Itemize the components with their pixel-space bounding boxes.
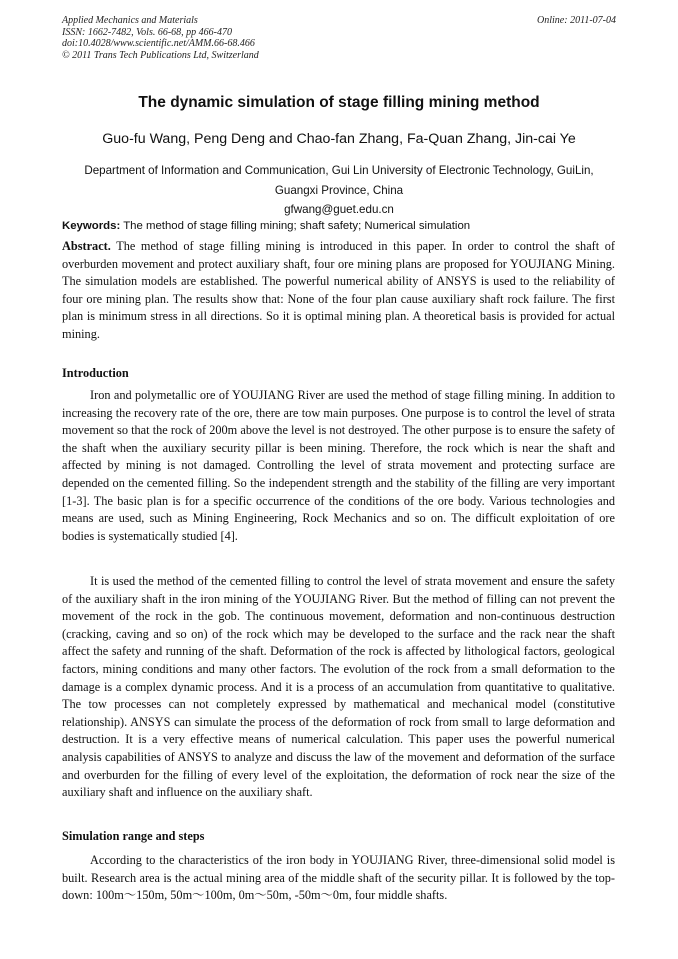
copyright-line: © 2011 Trans Tech Publications Ltd, Switzerland — [62, 49, 259, 61]
affiliation-line-2: Guangxi Province, China — [274, 183, 404, 197]
affiliation — [0, 161, 678, 220]
affiliation-line-1: Department of Information and Communication, Gui Lin University of Electronic Technology, GuiLin, — [84, 164, 594, 177]
author-email: gfwang@guet.edu.cn — [284, 203, 394, 216]
journal-name: Applied Mechanics and Materials — [62, 15, 198, 26]
intro-paragraph-1: Iron and polymetallic ore of YOUJIANG River are used the method of stage filling mining. In addition to increasing the recovery rate of the ore, there are tow main purposes. One purpose is to control the level of strata movement so that the rock of 200m above the level is not destroyed. The other purpose is to ensure the safety of the shaft when the auxiliary security pillar is been mining. Therefore, the rock which is near the shaft and affected by mining is not damaged. Controlling the level of strata movement and protecting surface are depended on the cemented filling. So the independent strength and the stability of the filling are very important [1-3]. The basic plan is for a specific occurrence of the conditions of the ore body. Various technologies and means are used, such as Mining Engineering, Rock Mechanics and so on. The difficult exploitation of ore bodies is systematically studied [4]. — [62, 388, 615, 543]
section-heading-introduction: Introduction — [62, 366, 129, 380]
abstract — [62, 238, 615, 344]
issn-line: ISSN: 1662-7482, Vols. 66-68, pp 466-470 — [62, 26, 232, 38]
section-heading-simulation: Simulation range and steps — [62, 829, 205, 843]
abstract-label: Abstract. — [62, 239, 111, 253]
abstract-text: The method of stage filling mining is introduced in this paper. In order to control the shaft of overburden movement and protect auxiliary shaft, four ore mining plans are proposed for YOUJIANG Mining. The simulation models are established. The powerful numerical ability of ANSYS is used to the reliability of four ore mining plan. The results show that: None of the four plan cause auxiliary shaft rock failure. The first plan is minimum stress in all directions. So it is optimal mining plan. A theoretical basis is provided for actual mining. — [62, 239, 615, 341]
paper-title: The dynamic simulation of stage filling mining method — [138, 94, 540, 111]
doi-line: doi:10.4028/www.scientific.net/AMM.66-68.466 — [62, 38, 255, 49]
simulation-paragraph-1: According to the characteristics of the iron body in YOUJIANG River, three-dimensional solid model is built. Research area is the actual mining area of the middle shaft of the security pillar. It is followed by the top-down: 100m〜150m, 50m〜100m, 0m〜50m, -50m〜0m, four middle shafts. — [62, 853, 615, 903]
keywords-text: The method of stage filling mining; shaft safety; Numerical simulation — [120, 220, 471, 232]
intro-paragraph-2: It is used the method of the cemented filling to control the level of strata movement and ensure the safety of the auxiliary shaft in the iron mining of the YOUJIANG River. But the method of filling can not prevent the movement of the rock in the gob. The continuous movement, deformation and non-continuous destruction (cracking, caving and so on) of the rock which may be developed to the surface and the rack near the shaft affect the safety and running of the shaft. Deformation of the rock is affected by lithological factors, geological factors, mining conditions and many other factors. The evolution of the rock from a small deformation to the damage is a complex dynamic process. And it is a process of an accumulation from quantitative to qualitative. The tow processes can not completely expressed by mathematical and mechanical model (constitutive relationship). ANSYS can simulate the process of the deformation of rock from small to large deformation and destruction. It is a very effective means of numerical calculation. This paper uses the powerful numerical analysis capabilities of ANSYS to analyze and discuss the law of the movement and deformation of the surface and overburden for the filling of every level of the exploitation, the deformation of rock near the size of the auxiliary shaft and influence on the auxiliary shaft. — [62, 574, 615, 800]
journal-header — [62, 15, 616, 61]
keywords — [62, 220, 622, 232]
online-date: Online: 2011-07-04 — [537, 15, 616, 26]
author-list: Guo-fu Wang, Peng Deng and Chao-fan Zhang, Fa-Quan Zhang, Jin-cai Ye — [102, 131, 576, 147]
keywords-label: Keywords: — [62, 220, 121, 232]
